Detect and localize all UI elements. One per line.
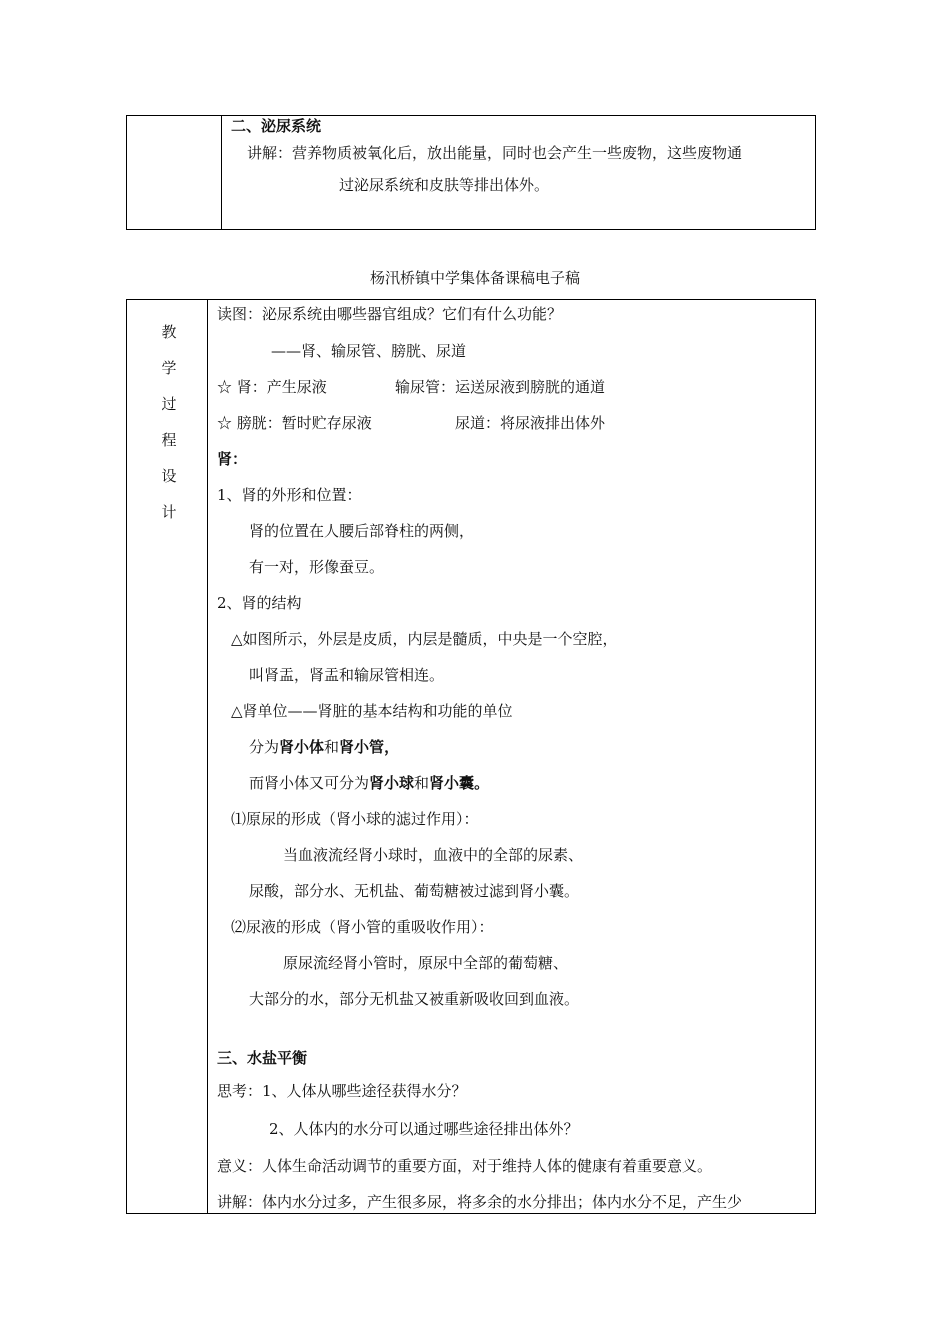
text-line: 尿道：将尿液排出体外 <box>455 414 606 432</box>
text-line: 大部分的水，部分无机盐又被重新吸收回到血液。 <box>249 990 580 1008</box>
side-label-char: 设 <box>161 467 177 485</box>
text-line: 意义：人体生命活动调节的重要方面，对于维持人体的健康有着重要意义。 <box>217 1157 713 1175</box>
text-line: ⑴原尿的形成（肾小球的滤过作用）： <box>231 810 479 828</box>
text-line: 思考：1、人体从哪些途径获得水分？ <box>217 1082 467 1100</box>
text-line-nephron-parts <box>249 737 399 757</box>
text-line: 原尿流经肾小管时，原尿中全部的葡萄糖、 <box>283 954 569 972</box>
term-glomerulus: 肾小球 <box>369 774 415 792</box>
text-run: ， <box>384 738 400 756</box>
side-label-char: 程 <box>161 431 177 449</box>
side-label-char: 计 <box>161 503 177 521</box>
text-line: 1、肾的外形和位置： <box>217 486 362 504</box>
column-divider <box>221 116 222 229</box>
text-line-corpuscle-parts <box>249 773 489 793</box>
text-line: ☆ 膀胱：暂时贮存尿液 <box>217 414 372 432</box>
side-label-char: 教 <box>161 323 177 341</box>
table-main <box>126 299 816 1214</box>
section-heading-urinary: 二、泌尿系统 <box>231 117 322 135</box>
text-line: △肾单位——肾脏的基本结构和功能的单位 <box>231 702 513 720</box>
text-line: 读图：泌尿系统由哪些器官组成？它们有什么功能？ <box>217 305 563 323</box>
text-line: ——肾、输尿管、膀胱、尿道 <box>271 342 467 360</box>
text-line: 肾的位置在人腰后部脊柱的两侧， <box>249 522 475 540</box>
text-line: 当血液流经肾小球时，血液中的全部的尿素、 <box>283 846 584 864</box>
text-line: 2、肾的结构 <box>217 594 302 612</box>
text-line: 输尿管：运送尿液到膀胱的通道 <box>395 378 606 396</box>
text-line: ☆ 肾：产生尿液 <box>217 378 327 396</box>
term-renal-tubule: 肾小管 <box>339 738 385 756</box>
text-line: 叫肾盂，肾盂和输尿管相连。 <box>249 666 445 684</box>
text-line: 尿酸，部分水、无机盐、葡萄糖被过滤到肾小囊。 <box>249 882 580 900</box>
text-line: 过泌尿系统和皮肤等排出体外。 <box>339 176 550 194</box>
text-line: 2、人体内的水分可以通过哪些途径排出体外？ <box>269 1120 579 1138</box>
page-caption: 杨汛桥镇中学集体备课稿电子稿 <box>369 269 580 287</box>
section-heading-water-salt: 三、水盐平衡 <box>217 1049 308 1067</box>
text-run: 而肾小体又可分为 <box>249 774 370 792</box>
text-run: 和 <box>324 738 340 756</box>
text-run: 。 <box>474 774 490 792</box>
term-renal-corpuscle: 肾小体 <box>279 738 325 756</box>
text-line: △如图所示，外层是皮质，内层是髓质，中央是一个空腔， <box>231 630 618 648</box>
text-line: ⑵尿液的形成（肾小管的重吸收作用）： <box>231 918 494 936</box>
side-label-char: 过 <box>161 395 177 413</box>
text-line: 有一对，形像蚕豆。 <box>249 558 385 576</box>
text-line: 讲解：体内水分过多，产生很多尿，将多余的水分排出；体内水分不足，产生少 <box>217 1193 743 1211</box>
text-line: 讲解：营养物质被氧化后，放出能量，同时也会产生一些废物，这些废物通 <box>247 144 743 162</box>
text-run: 和 <box>414 774 430 792</box>
column-divider <box>207 300 208 1213</box>
subheading-kidney: 肾： <box>217 450 248 468</box>
side-label-char: 学 <box>161 359 177 377</box>
term-bowman-capsule: 肾小囊 <box>429 774 475 792</box>
text-run: 分为 <box>249 738 280 756</box>
table-top <box>126 115 816 230</box>
